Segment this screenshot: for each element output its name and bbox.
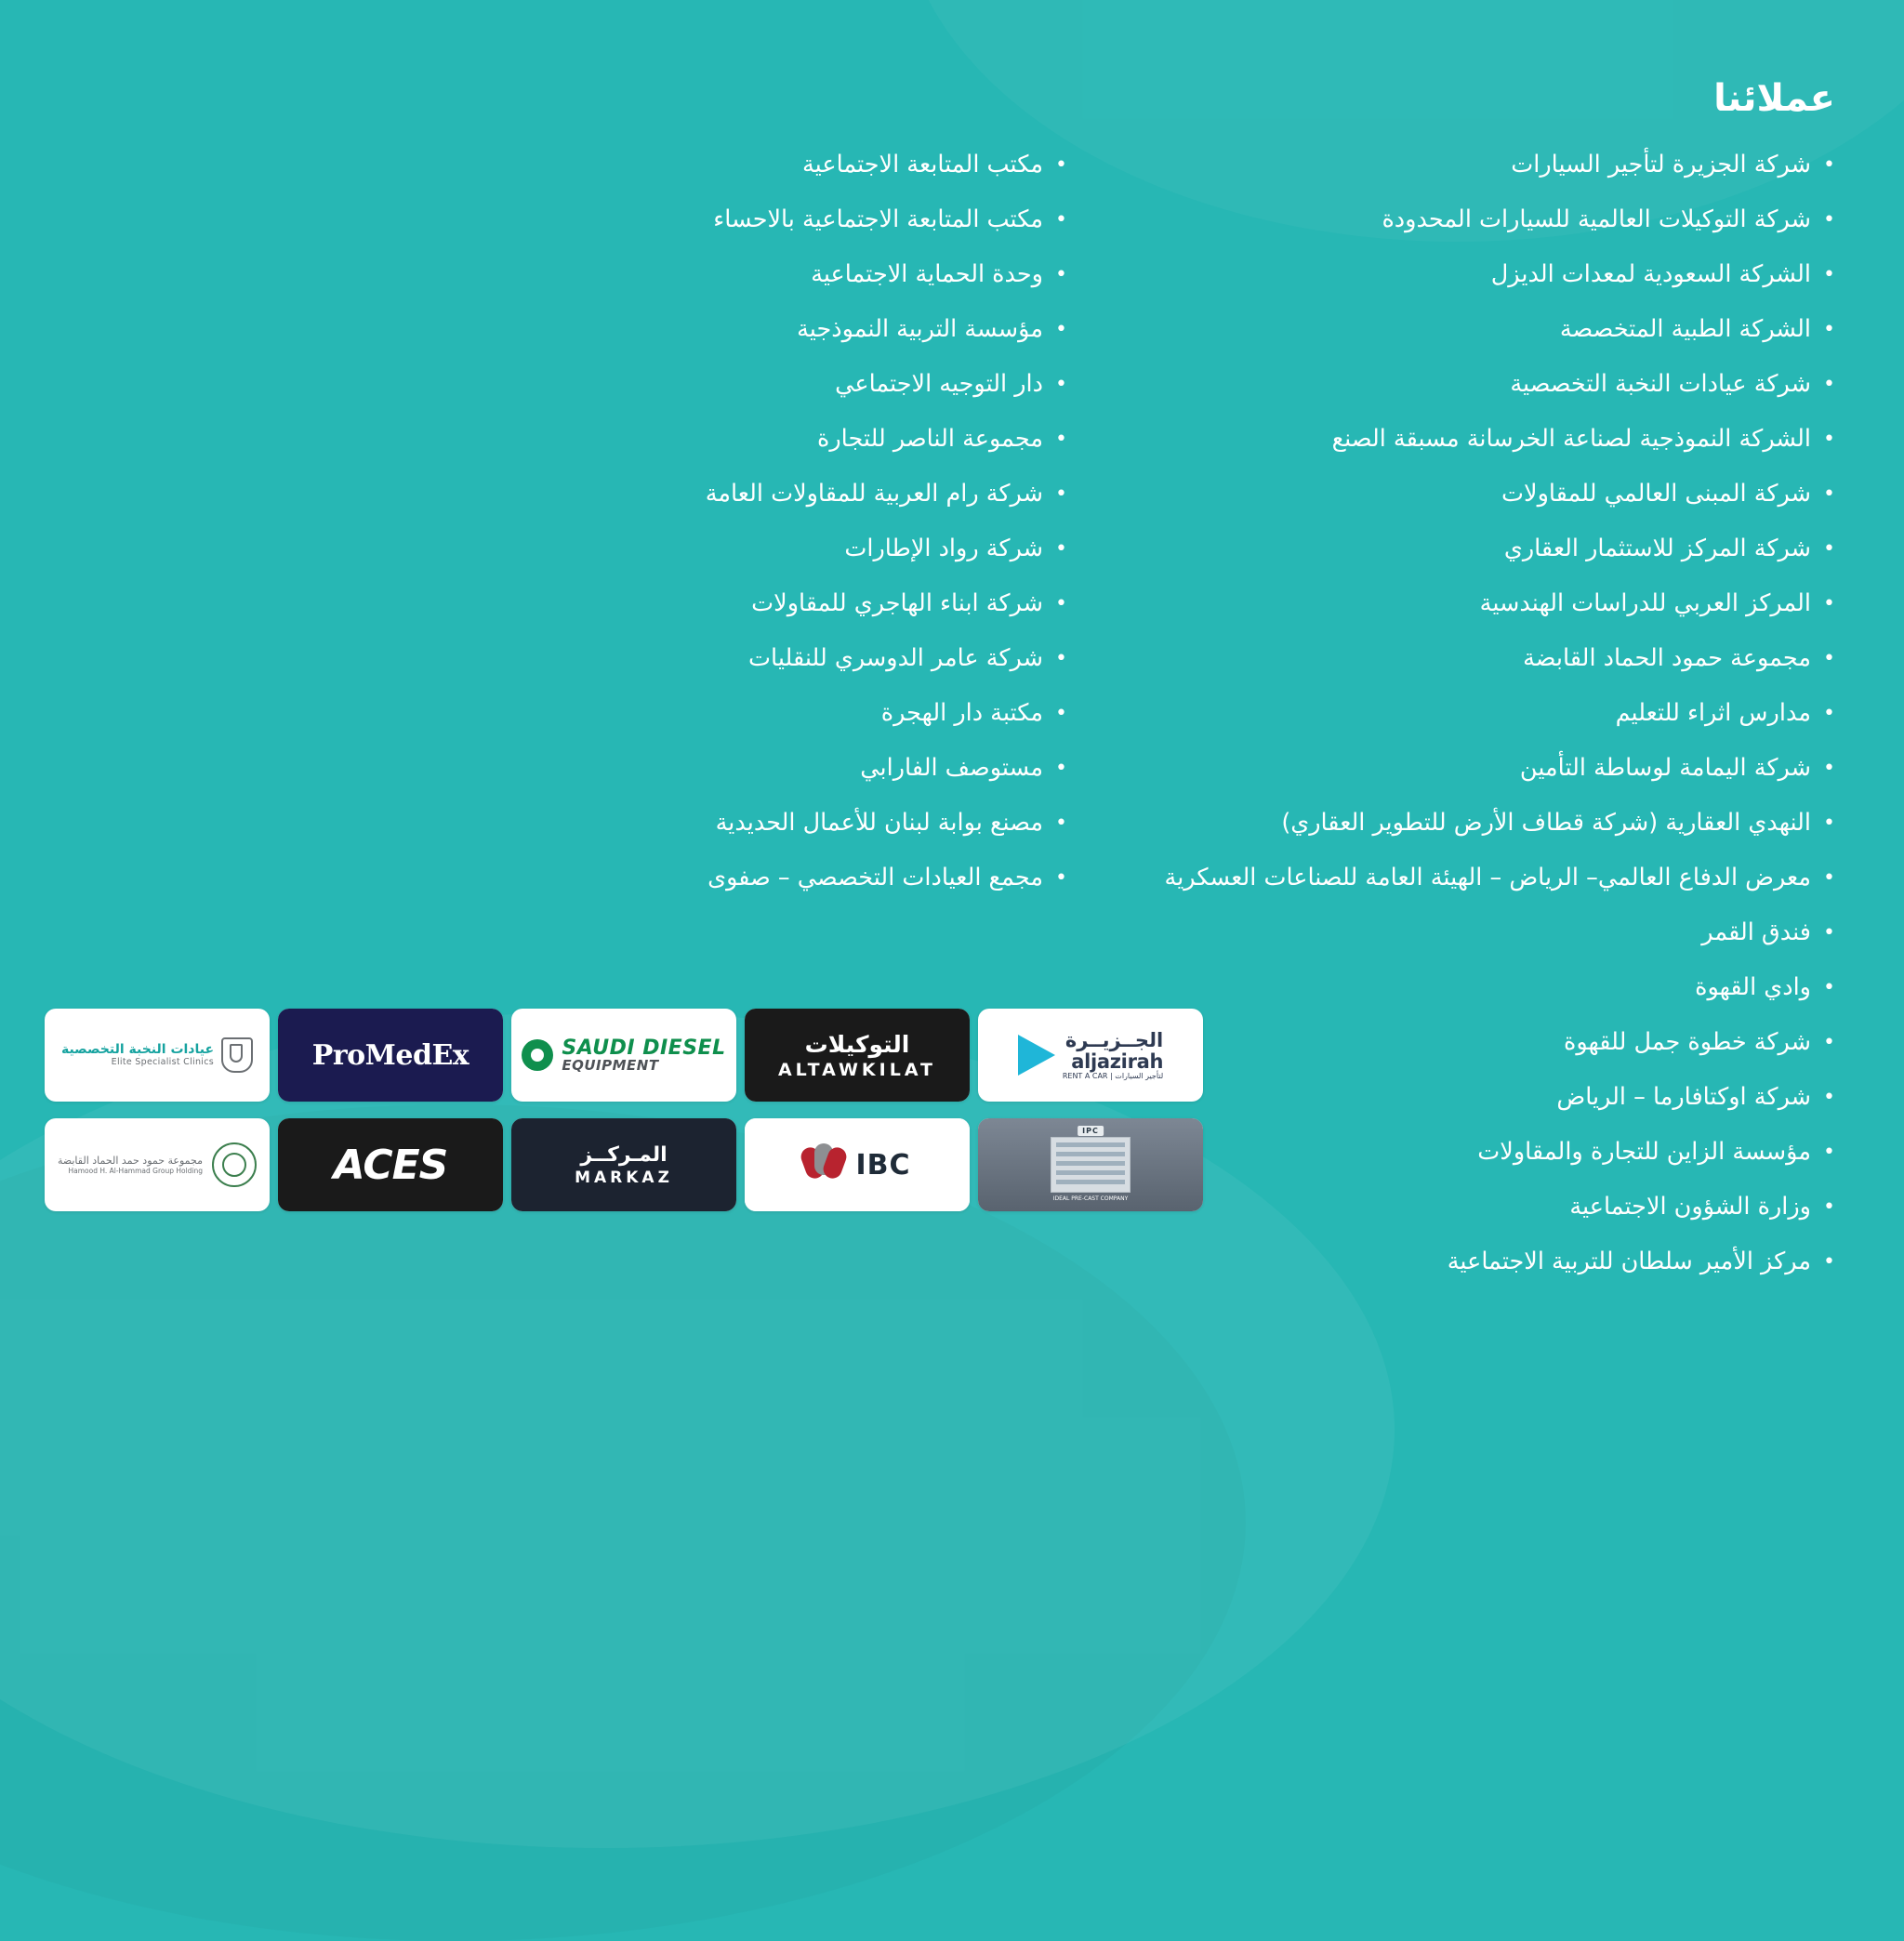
list-item: • مكتب المتابعة الاجتماعية بالاحساء (324, 192, 1067, 247)
list-item: • الشركة الطبية المتخصصة (1091, 302, 1835, 357)
logo-markaz-arabic: المـركــز (580, 1142, 668, 1167)
list-item: • دار التوجيه الاجتماعي (324, 357, 1067, 412)
list-item: • النهدي العقارية (شركة قطاف الأرض للتطوير العقاري) (1091, 796, 1835, 851)
emblem-icon (212, 1142, 257, 1187)
logo-ibc (745, 1118, 970, 1211)
list-item: • مجمع العيادات التخصصي – صفوى (324, 851, 1067, 905)
list-item: • مصنع بوابة لبنان للأعمال الحديدية (324, 796, 1067, 851)
logo-hammad-english: Hamood H. Al-Hammad Group Holding (68, 1167, 204, 1176)
list-item: • شركة المبنى العالمي للمقاولات (1091, 467, 1835, 522)
clients-list-left (324, 138, 1067, 905)
flower-icon (803, 1143, 846, 1186)
gear-icon (522, 1039, 553, 1071)
list-item: • شركة اوكتافارما – الرياض (1091, 1070, 1835, 1125)
shield-icon (221, 1037, 253, 1073)
list-item: • مدارس اثراء للتعليم (1091, 686, 1835, 741)
logo-aljazirah-english: aljazirah (1071, 1050, 1164, 1073)
page-title: عملائنا (1713, 77, 1835, 120)
logo-ipc-cap: IPC (1078, 1126, 1104, 1136)
list-item: • وحدة الحماية الاجتماعية (324, 247, 1067, 302)
list-item: • شركة التوكيلات العالمية للسيارات المحدودة (1091, 192, 1835, 247)
logo-promedex (278, 1009, 503, 1102)
logo-elite-specialist-clinics (45, 1009, 270, 1102)
logo-row-1 (45, 1009, 1290, 1102)
list-item: • شركة الجزيرة لتأجير السيارات (1091, 138, 1835, 192)
arrow-icon (1018, 1035, 1055, 1076)
list-item: • مجموعة الناصر للتجارة (324, 412, 1067, 467)
clients-left-column (324, 138, 1067, 905)
list-item: • شركة خطوة جمل للقهوة (1091, 1015, 1835, 1070)
logo-altawkilat-english: ALTAWKILAT (777, 1059, 937, 1080)
logo-aces-text: CES (363, 1141, 448, 1189)
list-item: • مكتبة دار الهجرة (324, 686, 1067, 741)
list-item: • وزارة الشؤون الاجتماعية (1091, 1180, 1835, 1235)
list-item: • مؤسسة التربية النموذجية (324, 302, 1067, 357)
list-item: • مؤسسة الزاين للتجارة والمقاولات (1091, 1125, 1835, 1180)
list-item: • وادي القهوة (1091, 960, 1835, 1015)
list-item: • شركة رام العربية للمقاولات العامة (324, 467, 1067, 522)
logo-hamood-al-hammad-group (45, 1118, 270, 1211)
logo-ipc-caption: IDEAL PRE-CAST COMPANY (1052, 1195, 1129, 1202)
list-item: • الشركة النموذجية لصناعة الخرسانة مسبقة الصنع (1091, 412, 1835, 467)
logo-aljazirah-sub: RENT A CAR | لتأجير السيارات (1062, 1071, 1164, 1080)
list-item: • مركز الأمير سلطان للتربية الاجتماعية (1091, 1235, 1835, 1289)
logo-ibc-text: IBC (855, 1148, 911, 1182)
logo-elite-arabic: عيادات النخبة التخصصية (60, 1042, 215, 1058)
list-item: • الشركة السعودية لمعدات الديزل (1091, 247, 1835, 302)
logo-markaz-english: MARKAZ (575, 1168, 673, 1187)
logo-aces-letter: A (333, 1141, 364, 1189)
list-item: • مجموعة حمود الحماد القابضة (1091, 631, 1835, 686)
logo-saudi-diesel-line1: SAUDI DIESEL (562, 1036, 726, 1060)
logo-aljazirah-rent-a-car (978, 1009, 1203, 1102)
logo-hammad-arabic: مجموعة حمود حمد الحماد القابضة (57, 1154, 204, 1167)
logo-aces (278, 1118, 503, 1211)
list-item: • فندق القمر (1091, 905, 1835, 960)
logo-elite-english: Elite Specialist Clinics (111, 1056, 215, 1067)
logo-saudi-diesel-equipment (511, 1009, 736, 1102)
logo-altawkilat-arabic: التوكيلات (804, 1030, 910, 1058)
list-item: • مكتب المتابعة الاجتماعية (324, 138, 1067, 192)
logo-altawkilat (745, 1009, 970, 1102)
list-item: • مستوصف الفارابي (324, 741, 1067, 796)
list-item: • شركة رواد الإطارات (324, 522, 1067, 576)
logo-promedex-text: ProMedEx (311, 1038, 469, 1072)
list-item: • شركة المركز للاستثمار العقاري (1091, 522, 1835, 576)
logo-ipc-ideal-pre-cast (978, 1118, 1203, 1211)
list-item: • المركز العربي للدراسات الهندسية (1091, 576, 1835, 631)
logo-row-2 (45, 1118, 1290, 1211)
logo-aljazirah-arabic: الجــزيــرة (1064, 1028, 1164, 1051)
list-item: • شركة عامر الدوسري للنقليات (324, 631, 1067, 686)
logo-saudi-diesel-line2: EQUIPMENT (562, 1056, 659, 1074)
list-item: • شركة اليمامة لوساطة التأمين (1091, 741, 1835, 796)
list-item: • شركة ابناء الهاجري للمقاولات (324, 576, 1067, 631)
client-logos (45, 1009, 1290, 1228)
building-icon (1051, 1137, 1130, 1193)
list-item: • شركة عيادات النخبة التخصصية (1091, 357, 1835, 412)
list-item: • معرض الدفاع العالمي– الرياض – الهيئة العامة للصناعات العسكرية (1091, 851, 1835, 905)
background-swoosh-bottom-shadow (0, 1104, 1246, 1941)
logo-markaz (511, 1118, 736, 1211)
